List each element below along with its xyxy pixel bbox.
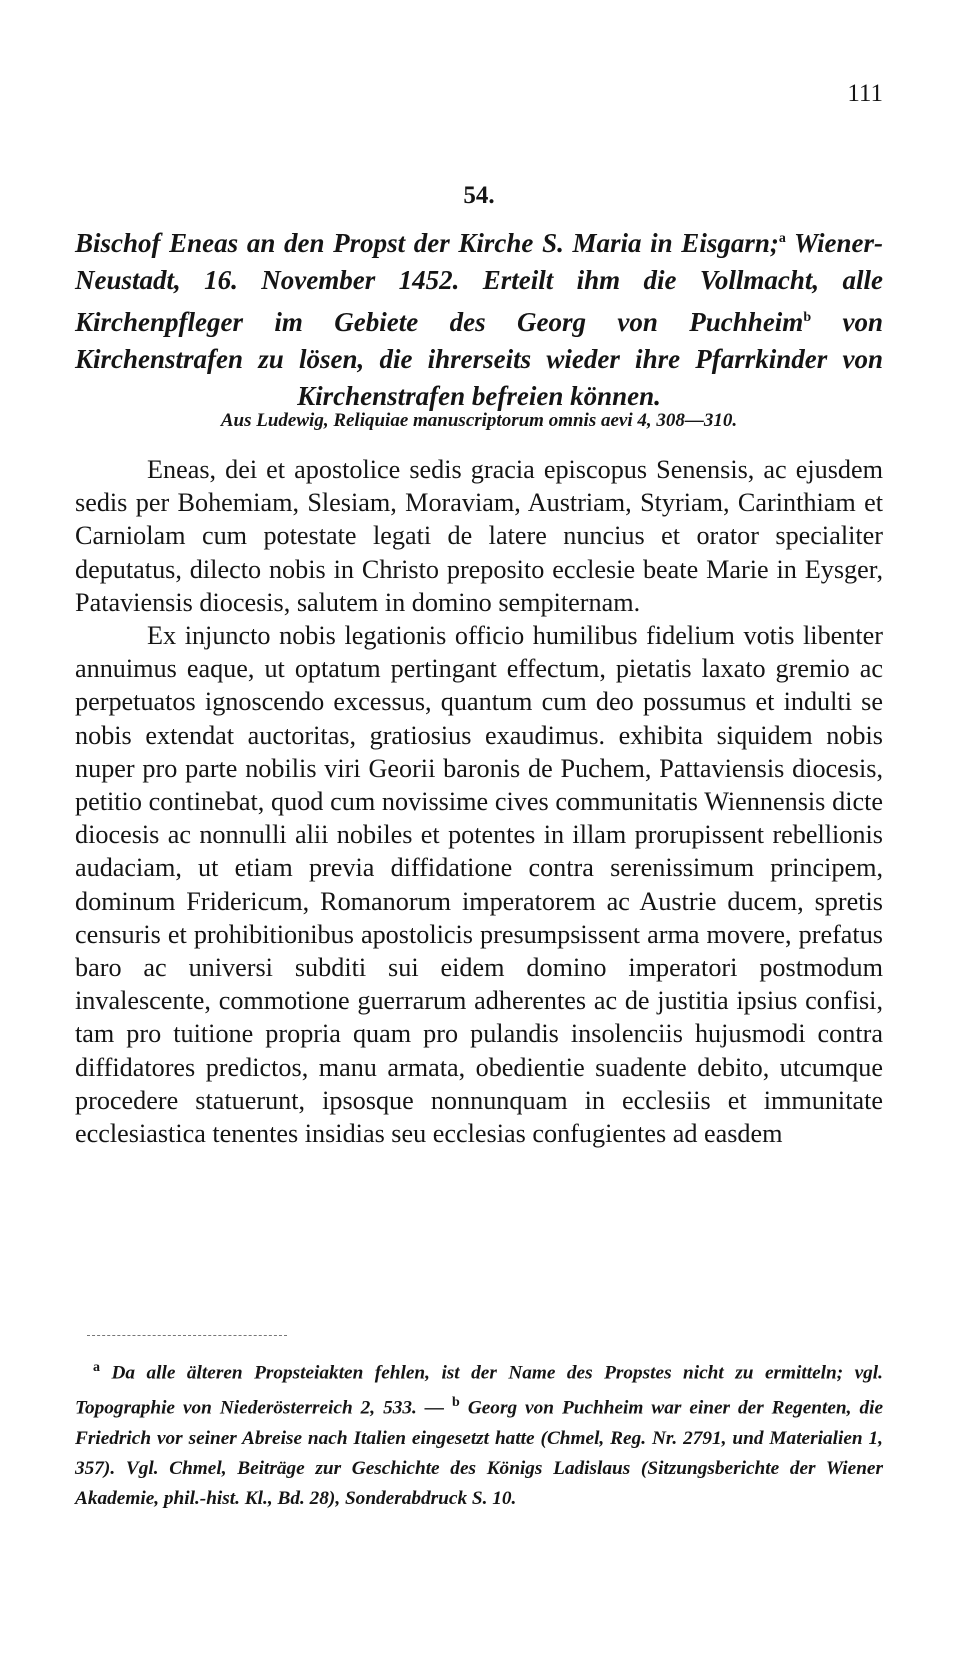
body-text	[75, 453, 883, 1150]
source-citation: Aus Ludewig, Reliquiae manuscriptorum omnis aevi 4, 308—310.	[220, 410, 738, 431]
footnotes	[75, 1353, 883, 1514]
footnote-block	[75, 1353, 883, 1514]
footnote-b-text: Georg von Puchheim war einer der Regenten, die Friedrich vor seiner Abreise nach Italien eingesetzt hatte (Chmel, Reg. Nr. 2791, und Materialien 1, 357). Vgl. Chmel, Beiträge zur Geschichte des Königs Ladislaus (Sitzungsberichte der Wiener Akademie, phil.-hist. Kl., Bd. 28), Sonderabdruck S. 10.	[75, 1397, 883, 1509]
document-number: 54.	[463, 182, 495, 209]
footnote-a-marker: a	[93, 1360, 100, 1375]
footnote-a-text: Da alle älteren Propsteiakten fehlen, ist der Name des Propstes nicht zu ermitteln; vgl. Topographie von Niederösterreich 2, 533. —	[75, 1362, 883, 1419]
heading-text-part-2: Wiener-Neustadt, 16. November 1452. Erteilt ihm die Vollmacht, alle Kirchenpfleger im Gebiete des Georg von Puchheim	[75, 228, 883, 337]
footnote-mark-a: a	[778, 231, 786, 246]
paragraph-main: Ex injuncto nobis legationis officio humilibus fidelium votis libenter annuimus eaque, ut optatum pertingant effectum, pietatis laxato gremio ac perpetuatos ignoscendo excessus, quantum cum deo possumus et indulti se nobis extendat auctoritas, gratiosius exaudimus. exhibita siquidem nobis nuper pro parte nobilis viri Georii baronis de Puchem, Pattaviensis diocesis, petitio continebat, quod cum novissime cives communitatis Wiennensis dicte diocesis ac nonnulli alii nobiles et potentes in illam prorupissent rebellionis audaciam, ut etiam previa diffidatione contra serenissimum principem, dominum Fridericum, Romanorum imperatorem ac Austrie ducem, spretis censuris et prohibitionibus apostolicis presumpsissent arma movere, prefatus baro ac universi subditi sui eidem domino imperatori postmodum invalescente, commotione guerrarum adherentes ac de justitia ipsius confisi, tam pro tuitione propria quam pro pulandis insolenciis hujusmodi contra diffidatores predictos, manu armata, obedientie suadente debito, utcumque procedere statuerunt, ipsosque nonnunquam in ecclesiis et immunitate ecclesiastica tenentes insidias seu ecclesias confugientes ad easdem	[75, 621, 883, 1149]
book-page	[75, 70, 883, 1650]
paragraph-salutation: Eneas, dei et apostolice sedis gracia episcopus Senensis, ac ejusdem sedis per Bohemiam, Slesiam, Moraviam, Austriam, Styriam, Carinthiam et Carniolam cum potestate legati de latere nuncius et orator specialiter deputatus, dilecto nobis in Christo preposito ecclesie beate Marie in Eysger, Pataviensis diocesis, salutem in domino sempiternam.	[75, 455, 883, 617]
document-heading	[75, 220, 883, 415]
footnote-divider	[87, 1335, 287, 1336]
page-number: 111	[847, 80, 883, 107]
footnote-b-marker: b	[452, 1395, 460, 1411]
heading-text-part-1: Bischof Eneas an den Propst der Kirche S. Maria in Eisgarn;	[75, 228, 779, 258]
heading-text-part-3: von Kirchenstrafen zu lösen, die ihrerseits wieder ihre Pfarrkinder von Kirchenstrafen befreien können.	[75, 307, 884, 411]
footnote-mark-b: b	[803, 310, 812, 325]
